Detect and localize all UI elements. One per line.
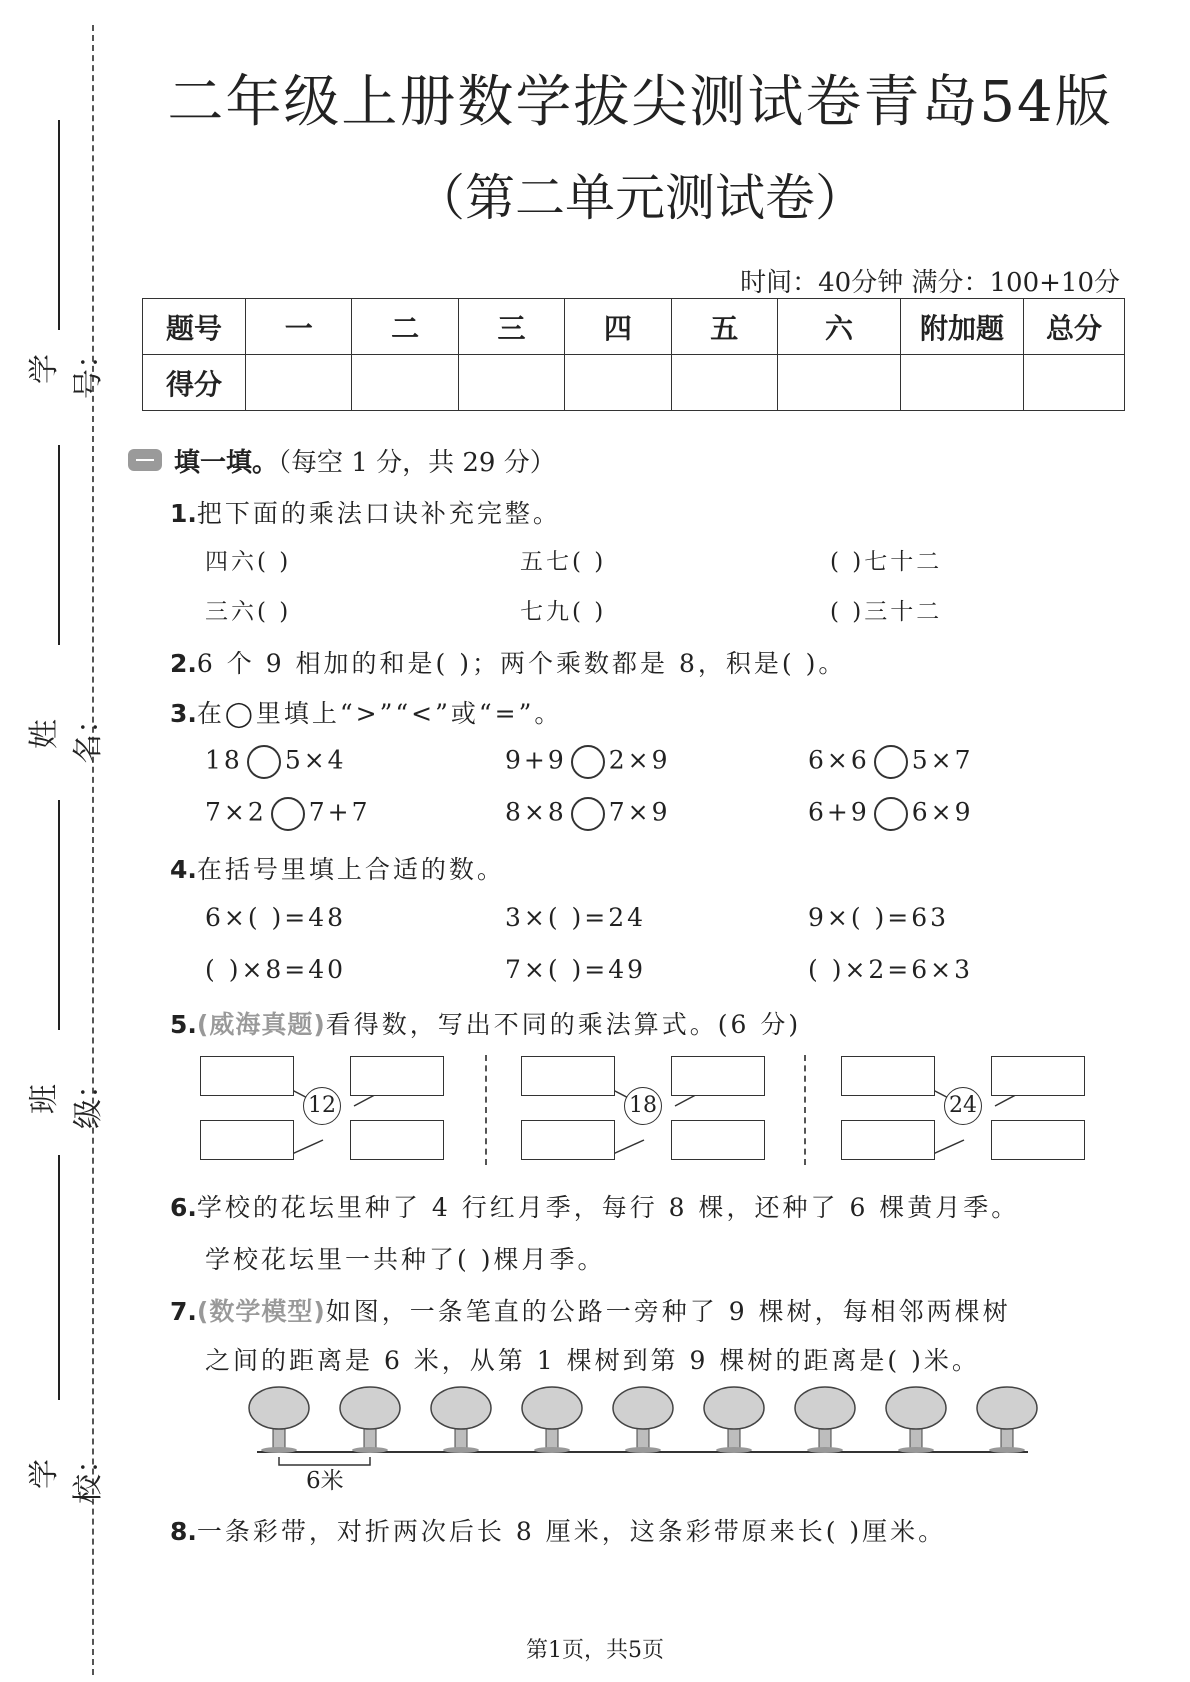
product-hub: 12 xyxy=(303,1087,341,1125)
compare-circle[interactable] xyxy=(571,745,605,779)
tree-icon xyxy=(795,1387,855,1453)
exam-meta: 时间：40分钟 满分：100+10分 xyxy=(740,268,1120,298)
score-cell[interactable] xyxy=(671,355,777,411)
q3-right: 7+7 xyxy=(308,797,371,827)
answer-box[interactable] xyxy=(841,1056,935,1096)
score-cell[interactable] xyxy=(778,355,901,411)
q1-prompt xyxy=(170,494,561,530)
product-hub: 18 xyxy=(624,1087,662,1125)
score-table xyxy=(142,298,1125,411)
q7-line2: 之间的距离是 6 米，从第 1 棵树到第 9 棵树的距离是( )米。 xyxy=(205,1346,980,1375)
q3-text: 在◯里填上“>”“<”或“=”。 xyxy=(196,699,563,728)
q3-left: 8×8 xyxy=(505,797,567,827)
answer-box[interactable] xyxy=(521,1056,615,1096)
q2-number: 2. xyxy=(170,649,197,678)
tree-icon xyxy=(522,1387,582,1453)
compare-circle[interactable] xyxy=(247,745,281,779)
q2-prompt xyxy=(170,644,846,680)
tree-icon xyxy=(340,1387,400,1453)
answer-box[interactable] xyxy=(991,1056,1085,1096)
compare-circle[interactable] xyxy=(271,797,305,831)
score-header-cell: 六 xyxy=(778,299,901,355)
answer-box[interactable] xyxy=(991,1120,1085,1160)
score-table-score-row xyxy=(143,355,1125,411)
q2-text: 6 个 9 相加的和是( )；两个乘数都是 8，积是( )。 xyxy=(196,649,847,678)
score-header-cell: 五 xyxy=(671,299,777,355)
q4-item: ( )×8=40 xyxy=(205,955,347,984)
score-cell[interactable] xyxy=(901,355,1024,411)
score-header-cell: 四 xyxy=(565,299,671,355)
q1-text: 把下面的乘法口诀补充完整。 xyxy=(196,499,561,528)
q3-right: 7×9 xyxy=(608,797,671,827)
xuexiao-label: 学校： xyxy=(27,1444,106,1504)
q1-item-b: 五七( ) xyxy=(520,549,607,575)
q3-right: 5×4 xyxy=(284,745,347,775)
q4-item: 3×( )=24 xyxy=(505,903,647,932)
q1-number: 1. xyxy=(170,499,197,528)
tree-icon xyxy=(704,1387,764,1453)
q3-right: 2×9 xyxy=(608,745,671,775)
q5-prompt xyxy=(170,1005,801,1041)
section1-label: 填一填。 xyxy=(174,448,279,478)
q8-prompt xyxy=(170,1512,946,1548)
section-badge-icon xyxy=(128,449,162,471)
q5-separator xyxy=(485,1055,487,1165)
q3-left: 9+9 xyxy=(505,745,567,775)
score-cell[interactable] xyxy=(246,355,352,411)
q4-item: ( )×2=6×3 xyxy=(808,955,974,984)
answer-box[interactable] xyxy=(200,1120,294,1160)
q4-item: 6×( )=48 xyxy=(205,903,347,932)
compare-circle[interactable] xyxy=(571,797,605,831)
page-subtitle: （第二单元测试卷） xyxy=(415,169,865,227)
compare-circle[interactable] xyxy=(874,797,908,831)
q3-left: 7×2 xyxy=(205,797,267,827)
tree-icon xyxy=(249,1387,309,1453)
q4-item: 7×( )=49 xyxy=(505,955,647,984)
q1-item-f: ( )三十二 xyxy=(830,599,943,625)
q1-item-c: ( )七十二 xyxy=(830,549,943,575)
gap-label: 6米 xyxy=(306,1468,344,1494)
answer-box[interactable] xyxy=(671,1056,765,1096)
score-header-cell: 一 xyxy=(246,299,352,355)
q6-line1 xyxy=(170,1188,1019,1224)
score-cell[interactable] xyxy=(565,355,671,411)
q6-text: 学校的花坛里种了 4 行红月季，每行 8 棵，还种了 6 棵黄月季。 xyxy=(196,1193,1020,1222)
score-header-cell: 三 xyxy=(458,299,564,355)
q6-line2: 学校花坛里一共种了( )棵月季。 xyxy=(205,1245,606,1274)
xingming-label: 姓名： xyxy=(27,704,106,764)
q1-item-a: 四六( ) xyxy=(205,549,292,575)
q5-number: 5. xyxy=(170,1010,197,1039)
q4-item: 9×( )=63 xyxy=(808,903,950,932)
score-cell[interactable] xyxy=(458,355,564,411)
answer-box[interactable] xyxy=(841,1120,935,1160)
tree-icon xyxy=(431,1387,491,1453)
product-hub: 24 xyxy=(944,1087,982,1125)
q4-text: 在括号里填上合适的数。 xyxy=(196,855,505,884)
answer-box[interactable] xyxy=(521,1120,615,1160)
q3-item xyxy=(505,797,671,831)
q7-number: 7. xyxy=(170,1297,197,1326)
q6-number: 6. xyxy=(170,1193,197,1222)
q3-left: 6+9 xyxy=(808,797,870,827)
xingming-line xyxy=(58,445,60,645)
score-table-header-row xyxy=(143,299,1125,355)
q3-right: 6×9 xyxy=(911,797,974,827)
answer-box[interactable] xyxy=(200,1056,294,1096)
q7-text: 如图，一条笔直的公路一旁种了 9 棵树，每相邻两棵树 xyxy=(325,1297,1011,1326)
q4-prompt xyxy=(170,850,505,886)
score-row-label: 得分 xyxy=(143,355,246,411)
xuexiao-line xyxy=(58,1155,60,1400)
q3-item xyxy=(808,745,974,779)
q3-item xyxy=(205,745,347,779)
q7-line1 xyxy=(170,1292,1011,1328)
page-title: 二年级上册数学拔尖测试卷青岛54版 xyxy=(167,70,1113,135)
banji-line xyxy=(58,800,60,1030)
q1-item-d: 三六( ) xyxy=(205,599,292,625)
q8-number: 8. xyxy=(170,1517,197,1546)
answer-box[interactable] xyxy=(350,1120,444,1160)
score-cell[interactable] xyxy=(352,355,458,411)
tree-icon xyxy=(977,1387,1037,1453)
q5-separator xyxy=(804,1055,806,1165)
q3-left: 18 xyxy=(205,745,243,775)
score-cell[interactable] xyxy=(1024,355,1125,411)
q5-text: 看得数，写出不同的乘法算式。(6 分) xyxy=(325,1010,802,1039)
answer-box[interactable] xyxy=(350,1056,444,1096)
q3-item xyxy=(205,797,371,831)
q7-tag: (数学模型) xyxy=(196,1297,326,1326)
q3-item xyxy=(808,797,974,831)
section1-heading xyxy=(174,442,556,479)
q5-tag: (威海真题) xyxy=(196,1010,326,1039)
q1-item-e: 七九( ) xyxy=(520,599,607,625)
score-header-cell: 二 xyxy=(352,299,458,355)
q3-prompt xyxy=(170,694,562,730)
section1-note: （每空 1 分，共 29 分） xyxy=(278,448,556,478)
q3-right: 5×7 xyxy=(911,745,974,775)
page-footer: 第1页，共5页 xyxy=(526,1638,664,1663)
answer-box[interactable] xyxy=(671,1120,765,1160)
score-header-cell: 总分 xyxy=(1024,299,1125,355)
tree-road-figure xyxy=(0,1380,1190,1490)
q3-item xyxy=(505,745,671,779)
q4-number: 4. xyxy=(170,855,197,884)
compare-circle[interactable] xyxy=(874,745,908,779)
xuehao-line xyxy=(58,120,60,330)
tree-icon xyxy=(613,1387,673,1453)
score-header-cell: 题号 xyxy=(143,299,246,355)
q8-text: 一条彩带，对折两次后长 8 厘米，这条彩带原来长( )厘米。 xyxy=(196,1517,947,1546)
xuehao-label: 学号： xyxy=(27,339,106,399)
q3-number: 3. xyxy=(170,699,197,728)
q3-left: 6×6 xyxy=(808,745,870,775)
score-header-cell: 附加题 xyxy=(901,299,1024,355)
banji-label: 班级： xyxy=(27,1069,106,1129)
tree-icon xyxy=(886,1387,946,1453)
